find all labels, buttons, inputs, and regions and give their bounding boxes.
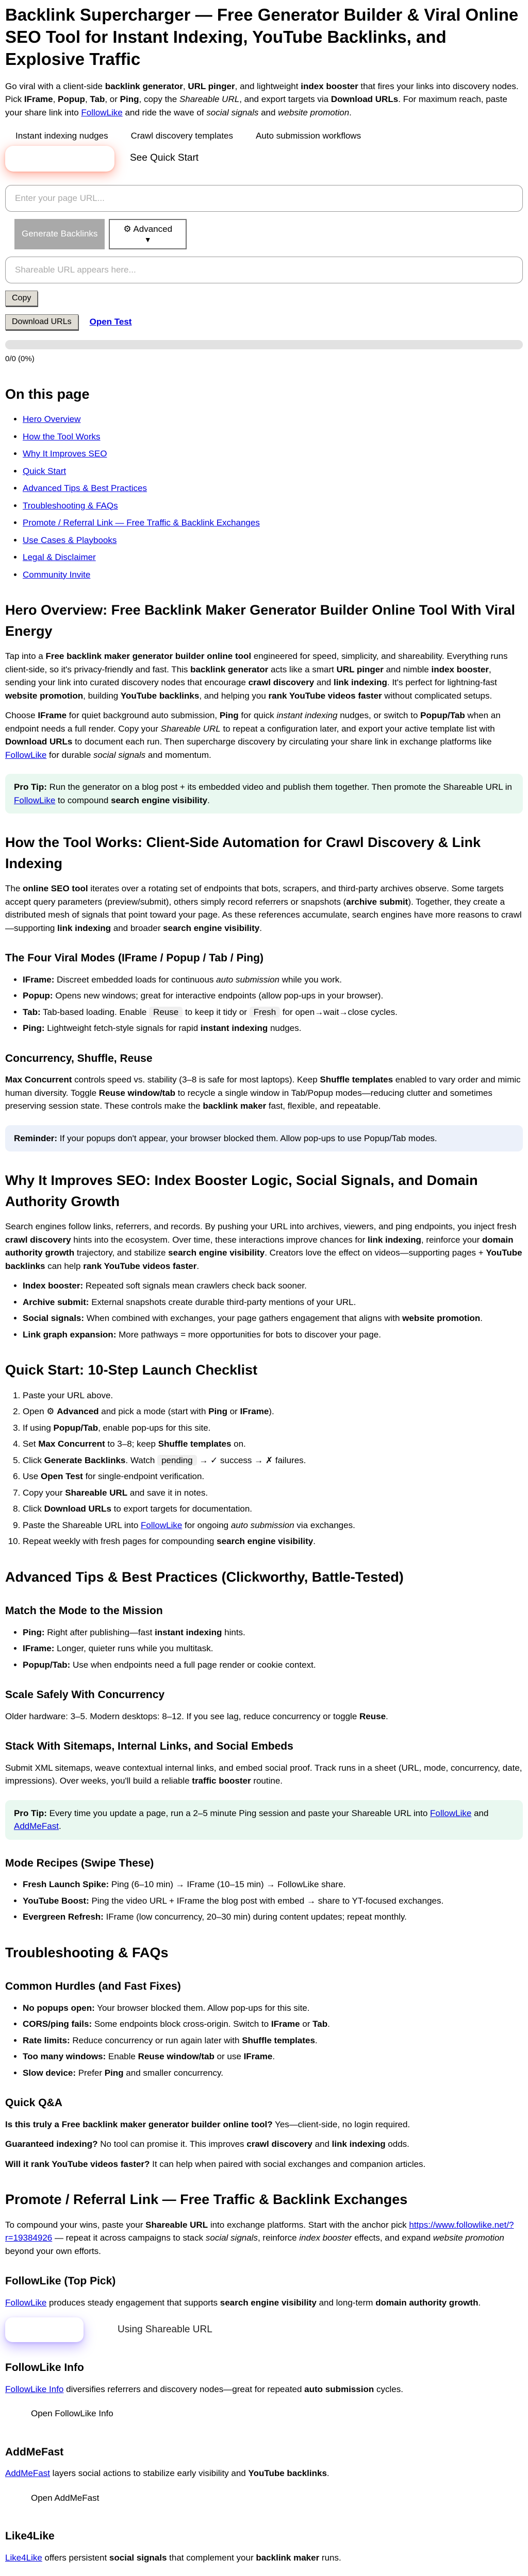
inline-text: backlink maker [203, 1101, 267, 1111]
list-item-too-many-windows: • Too many windows: Enable Reuse window/tab or use IFrame. [23, 2050, 523, 2063]
inline-link[interactable]: FollowLike [5, 2297, 47, 2308]
toc-link-advanced-tips[interactable]: Advanced Tips & Best Practices [23, 483, 147, 494]
toc-link-community[interactable]: Community Invite [23, 569, 91, 580]
generator-controls [14, 219, 523, 249]
inline-text: Archive submit: [23, 1297, 89, 1307]
advanced-tips-heading: Advanced Tips & Best Practices (Clickworthy, Battle-Tested) [5, 1569, 404, 1585]
inline-text: website promotion [402, 1313, 481, 1324]
like4like-heading: Like4Like [5, 2530, 55, 2543]
inline-link[interactable]: FollowLike [14, 795, 56, 805]
inline-text: website promotion [278, 107, 350, 117]
inline-text: Tab: [23, 1007, 41, 1017]
toc-list [5, 413, 523, 581]
inline-text: instant indexing [200, 1023, 268, 1033]
list-item-cors: • CORS/ping fails: Some endpoints block cross-origin. Switch to IFrame or Tab. [23, 2018, 523, 2031]
toc-item [23, 465, 523, 478]
inline-link[interactable]: FollowLike [141, 1520, 183, 1530]
inline-text: index booster [299, 2233, 352, 2243]
inline-text: YouTube backlinks [5, 1248, 522, 1271]
inline-text: Shuffle templates [158, 1439, 232, 1449]
inline-text: auto submission [304, 2384, 374, 2394]
inline-text: auto submission [230, 1520, 294, 1530]
scale-paragraph: Older hardware: 3–5. Modern desktops: 8–12. If you see lag, reduce concurrency or toggle Reuse. [5, 1711, 388, 1721]
advanced-toggle-button[interactable] [109, 219, 187, 249]
inline-text: Download URLs [331, 94, 399, 105]
match-mode-heading: Match the Mode to the Mission [5, 1605, 163, 1617]
inline-text: URL pinger [336, 664, 384, 674]
inline-text: rank YouTube videos faster [268, 690, 382, 701]
inline-text: Evergreen Refresh: [23, 1912, 104, 1922]
inline-link[interactable]: AddMeFast [14, 1821, 59, 1832]
list-item-popup: • Popup: Opens new windows; great for interactive endpoints (allow pop-ups in your browser). [23, 989, 523, 1003]
inline-text: IFrame: [23, 974, 55, 985]
inline-text: Will it rank YouTube videos faster? [5, 2159, 150, 2169]
inline-text: link indexing [333, 677, 387, 688]
how-it-works-heading: How the Tool Works: Client-Side Automation for Crawl Discovery & Link Indexing [5, 835, 481, 871]
inline-text: crawl discovery [5, 1234, 71, 1245]
inline-text: crawl discovery [246, 2139, 312, 2149]
inline-text: Fresh Launch Spike: [23, 1879, 109, 1890]
toc-item [23, 413, 523, 426]
list-item-slow-device: • Slow device: Prefer Ping and smaller concurrency. [23, 2066, 523, 2080]
inline-text: rank YouTube videos faster [83, 1261, 197, 1271]
intro-paragraph: Go viral with a client-side backlink generator, URL pinger, and lightweight index booster that fires your links into discovery nodes. Pick IFrame, Popup, Tab, or Ping, copy the Shareable URL, and export targets via Download URLs. For maximum reach, paste your share link into FollowLike and ride the wave of social signals and website promotion. [5, 81, 519, 117]
checklist-step: 1. Paste your URL above. [23, 1389, 523, 1402]
checklist-step: 4. Set Max Concurrent to 3–8; keep Shuffle templates on. [23, 1437, 523, 1451]
page-url-input[interactable] [5, 185, 523, 212]
checklist-step: 2. Open ⚙ Advanced and pick a mode (start with Ping or IFrame). [23, 1405, 523, 1418]
inline-text: Ping [208, 1406, 227, 1417]
inline-text: IFrame [24, 94, 53, 105]
copy-button[interactable]: Copy [5, 291, 38, 306]
inline-text: IFrame [38, 710, 67, 721]
checklist-step: 9. Paste the Shareable URL into FollowLike for ongoing auto submission via exchanges. [23, 1519, 523, 1532]
inline-link[interactable]: FollowLike Info [5, 2384, 64, 2394]
concurrency-paragraph: Max Concurrent controls speed vs. stability (3–8 is safe for most laptops). Keep Shuffle templates enabled to vary order and mimic human diversity. Toggle Reuse window/tab to recycle a single window in Tab/Popup modes—reducing clutter and sometimes preserving session state. These controls make the backlink maker fast, flexible, and repeatable. [5, 1075, 521, 1111]
inline-text: Too many windows: [23, 2052, 106, 2062]
toc-item [23, 482, 523, 495]
inline-text: Is this truly a Free backlink maker generator builder online tool? [5, 2119, 273, 2129]
generate-backlinks-button[interactable]: Generate Backlinks [14, 219, 105, 249]
pro-tip-box: Pro Tip: Every time you update a page, run a 2–5 minute Ping session and paste your Shareable URL into FollowLike and AddMeFast. [5, 1800, 523, 1840]
hero-overview-heading: Hero Overview: Free Backlink Maker Generator Builder Online Tool With Viral Energy [5, 602, 516, 639]
feature-chips [15, 129, 523, 143]
inline-text: Shuffle templates [320, 1075, 393, 1085]
checklist-step: 3. If using Popup/Tab, enable pop-ups for this site. [23, 1421, 523, 1435]
inline-text: YouTube backlinks [248, 2468, 327, 2479]
list-item-social-signals: • Social signals: When combined with exchanges, your page gathers engagement that aligns with website promotion. [23, 1312, 523, 1325]
inline-text: Max Concurrent [38, 1439, 105, 1449]
inline-text: Shareable URL [160, 723, 221, 734]
inline-text: URL pinger [188, 81, 235, 91]
inline-text: YouTube backlinks [120, 690, 200, 701]
page-title: Backlink Supercharger — Free Generator Builder & Viral Online SEO Tool for Instant Indexing, YouTube Backlinks, and Explosive Traffic [5, 5, 519, 69]
toc-link-quick-start[interactable]: Quick Start [23, 466, 67, 476]
copy-row [5, 291, 523, 306]
why-seo-heading: Why It Improves SEO: Index Booster Logic, Social Signals, and Domain Authority Growth [5, 1173, 478, 1209]
followlike-heading: FollowLike (Top Pick) [5, 2275, 116, 2287]
toc-link-use-cases[interactable]: Use Cases & Playbooks [23, 535, 117, 545]
hero-paragraph-1: Tap into a Free backlink maker generator builder online tool engineered for speed, simplicity, and shareability. Everything runs client-side, so it's privacy-friendly and fast. This backlink generator acts like a smart URL pinger and nimble index booster, sending your link into curated discovery nodes that encourage crawl discovery and link indexing. It's perfect for lightning-fast website promotion, building YouTube backlinks, and helping you rank YouTube videos faster without complicated setups. [5, 651, 508, 701]
inline-text: Generate Backlinks [44, 1455, 126, 1465]
inline-text: index booster [431, 664, 489, 674]
inline-link[interactable]: https://www.followlike.net/?r=19384926 [5, 2219, 514, 2243]
inline-text: Tab [90, 94, 105, 105]
see-quick-start-link[interactable]: See Quick Start [130, 152, 199, 164]
inline-text: Download URLs [5, 737, 73, 747]
inline-text: Popup [58, 94, 85, 105]
inline-text: YouTube Boost: [23, 1895, 89, 1906]
toc-link-how-the-tool-works[interactable]: How the Tool Works [23, 431, 101, 442]
inline-text: website promotion [433, 2233, 504, 2243]
open-like4like-link[interactable] [31, 2575, 523, 2576]
inline-text: Tab [312, 2019, 328, 2029]
inline-text: Reminder: [14, 1133, 58, 1143]
list-item-fresh-launch: • Fresh Launch Spike: Ping (6–10 min) → IFrame (10–15 min) → FollowLike share. [23, 1878, 523, 1891]
stack-heading: Stack With Sitemaps, Internal Links, and Social Embeds [5, 1740, 293, 1753]
hero-cta-button[interactable] [5, 146, 114, 172]
checklist-step: 10. Repeat weekly with fresh pages for compounding search engine visibility. [23, 1535, 523, 1548]
toc-item [23, 516, 523, 530]
inline-text: Ping [219, 710, 239, 721]
followlike-cta-row [5, 2317, 523, 2342]
advanced-label: ⚙ Advanced [123, 224, 173, 234]
inline-text: Popup/Tab [420, 710, 465, 721]
quick-qa-heading: Quick Q&A [5, 2097, 62, 2109]
inline-text: online SEO tool [23, 884, 88, 894]
addmefast-heading: AddMeFast [5, 2446, 64, 2458]
inline-text: Reuse [149, 1007, 183, 1018]
inline-text: IFrame [240, 1406, 269, 1417]
inline-text: domain authority growth [5, 1234, 514, 1258]
followlike-info-heading: FollowLike Info [5, 2362, 84, 2374]
list-item-ping-tip: • Ping: Right after publishing—fast instant indexing hints. [23, 1626, 523, 1639]
toc-title: On this page [5, 386, 90, 402]
quick-start-checklist [5, 1389, 523, 1548]
inline-text: Open Test [40, 1471, 83, 1482]
list-item-rate-limits: • Rate limits: Reduce concurrency or run again later with Shuffle templates. [23, 2034, 523, 2047]
progress-bar [5, 340, 523, 349]
chip-auto-submission: Auto submission workflows [256, 131, 361, 141]
inline-text: link indexing [332, 2139, 386, 2149]
inline-text: Shareable URL [145, 2219, 208, 2230]
list-item-evergreen-refresh: • Evergreen Refresh: IFrame (low concurrency, 20–30 min) during content updates; repeat monthly. [23, 1910, 523, 1924]
concurrency-heading: Concurrency, Shuffle, Reuse [5, 1052, 153, 1064]
inline-text: Shareable URL [179, 94, 240, 105]
inline-text: index booster [301, 81, 358, 91]
checklist-step: 6. Use Open Test for single-endpoint verification. [23, 1470, 523, 1483]
open-followlike-info-link[interactable]: Open FollowLike Info [31, 2409, 113, 2419]
why-seo-paragraph: Search engines follow links, referrers, and records. By pushing your URL into archives, viewers, and ping endpoints, you inject fresh crawl discovery hints into the ecosystem. Over time, these interactions improve chances for link indexing, reinforce your domain authority growth trajectory, and stabilize search engine visibility. Creators love the effect on videos—supporting pages + YouTube backlinks can help rank YouTube videos faster. [5, 1222, 522, 1271]
inline-text: social signals [206, 107, 259, 117]
toc-link-promote-referral[interactable]: Promote / Referral Link — Free Traffic & Backlink Exchanges [23, 518, 260, 528]
toc-link-troubleshooting[interactable]: Troubleshooting & FAQs [23, 500, 118, 511]
inline-text: instant indexing [276, 710, 338, 721]
mode-recipes-list [5, 1878, 523, 1924]
inline-link[interactable]: FollowLike [430, 1808, 472, 1818]
inline-text: Link graph expansion: [23, 1329, 117, 1340]
inline-text: search engine visibility [168, 1248, 265, 1258]
inline-text: Ping: [23, 1023, 45, 1033]
inline-text: Popup/Tab [53, 1422, 98, 1433]
troubleshooting-heading: Troubleshooting & FAQs [5, 1944, 169, 1960]
download-row [5, 314, 523, 330]
like4like-paragraph: Like4Like offers persistent social signals that complement your backlink maker runs. [5, 2552, 341, 2563]
why-seo-list [5, 1279, 523, 1341]
list-item-iframe-tip: • IFrame: Longer, quieter runs while you multitask. [23, 1642, 523, 1655]
list-item-tab: • Tab: Tab-based loading. Enable Reuse to keep it tidy or Fresh for open→wait→close cycles. [23, 1006, 523, 1019]
inline-text: Shareable URL [65, 1487, 128, 1498]
inline-text: instant indexing [155, 1627, 222, 1637]
toc-link-why-it-improves-seo[interactable]: Why It Improves SEO [23, 449, 107, 459]
inline-text: Advanced [57, 1406, 99, 1417]
inline-text: Index booster: [23, 1281, 84, 1291]
toc-item [23, 534, 523, 547]
inline-text: CORS/ping fails: [23, 2019, 92, 2029]
inline-text: website promotion [5, 690, 84, 701]
inline-text: No popups open: [23, 2003, 95, 2013]
hero-cta-row [5, 146, 523, 172]
inline-text: search engine visibility [163, 923, 260, 933]
chip-instant-indexing: Instant indexing nudges [15, 131, 108, 141]
inline-link[interactable]: FollowLike [81, 107, 123, 117]
addmefast-paragraph: AddMeFast layers social actions to stabilize early visibility and YouTube backlinks. [5, 2468, 329, 2479]
viral-modes-list [5, 973, 523, 1035]
toc-item [23, 447, 523, 461]
how-it-works-paragraph: The online SEO tool iterates over a rotating set of endpoints that bots, scrapers, and third-party archives observe. Some targets accept query parameters (preview/submit), others simply record referrers or snapshots (archive submit). Together, they create a distributed mesh of signals that point toward your page. As these references accumulate, search engines have more reasons to crawl—supporting link indexing and broader search engine visibility. [5, 884, 522, 933]
shareable-url-output[interactable] [5, 257, 523, 283]
inline-text: Reuse window/tab [98, 1088, 176, 1098]
toc-link-legal[interactable]: Legal & Disclaimer [23, 552, 96, 563]
inline-text: IFrame [243, 2052, 273, 2062]
inline-text: search engine visibility [217, 1536, 314, 1547]
inline-text: traffic booster [192, 1776, 251, 1786]
inline-text: domain authority growth [375, 2297, 478, 2308]
stack-paragraph: Submit XML sitemaps, weave contextual internal links, and embed social proof. Track runs in a sheet (URL, mode, concurrency, date, impressions). Over weeks, you'll build a reliable traffic booster routine. [5, 1762, 522, 1786]
inline-text: Shuffle templates [242, 2035, 315, 2045]
inline-text: Social signals: [23, 1313, 85, 1324]
inline-text: social signals [205, 2233, 258, 2243]
inline-text: auto submission [216, 974, 280, 985]
common-hurdles-list [5, 2002, 523, 2080]
download-urls-button[interactable]: Download URLs [5, 314, 78, 330]
pro-tip-box: Pro Tip: Run the generator on a blog post + its embedded video and publish them together. Then promote the Shareable URL in FollowLike to compound search engine visibility. [5, 774, 523, 814]
list-item-ping: • Ping: Lightweight fetch-style signals for rapid instant indexing nudges. [23, 1022, 523, 1035]
followlike-cta-button[interactable] [5, 2317, 84, 2342]
inline-text: Guaranteed indexing? [5, 2139, 98, 2149]
inline-text: Pro Tip: [14, 782, 47, 792]
inline-text: Download URLs [44, 1504, 111, 1514]
inline-link[interactable]: FollowLike [5, 750, 47, 760]
open-test-link[interactable]: Open Test [89, 317, 132, 327]
inline-text: Reuse [359, 1711, 386, 1721]
quick-start-heading: Quick Start: 10-Step Launch Checklist [5, 1362, 258, 1378]
inline-text: Ping [104, 2067, 124, 2078]
match-mode-list [5, 1626, 523, 1672]
followlike-paragraph: FollowLike produces steady engagement that supports search engine visibility and long-term domain authority growth. [5, 2297, 481, 2308]
inline-text: search engine visibility [111, 795, 208, 805]
inline-text: Free backlink maker generator builder online tool [45, 651, 252, 662]
inline-text: link indexing [57, 923, 111, 933]
progress-counter: 0/0 (0%) [5, 354, 35, 364]
inline-text: Ping [120, 94, 139, 105]
inline-text: crawl discovery [248, 677, 315, 688]
followlike-info-paragraph: FollowLike Info diversifies referrers and discovery nodes—great for repeated auto submission cycles. [5, 2384, 403, 2394]
inline-text: Rate limits: [23, 2035, 70, 2045]
toc-link-hero-overview[interactable]: Hero Overview [23, 414, 81, 425]
inline-text: Slow device: [23, 2067, 76, 2078]
inline-text: backlink generator [105, 81, 183, 91]
qa-item: Is this truly a Free backlink maker generator builder online tool? Yes—client-side, no login required. [5, 2119, 410, 2129]
toc-item [23, 551, 523, 564]
scale-heading: Scale Safely With Concurrency [5, 1689, 165, 1701]
inline-text: archive submit [346, 896, 408, 907]
checklist-step: 7. Copy your Shareable URL and save it in notes. [23, 1486, 523, 1500]
list-item-archive-submit: • Archive submit: External snapshots create durable third-party mentions of your URL. [23, 1296, 523, 1309]
inline-text: backlink generator [190, 664, 269, 674]
inline-text: Max Concurrent [5, 1075, 72, 1085]
inline-link[interactable]: Like4Like [5, 2552, 42, 2563]
chip-crawl-discovery: Crawl discovery templates [130, 131, 233, 141]
inline-text: Popup: [23, 991, 53, 1001]
list-item-no-popups: • No popups open: Your browser blocked them. Allow pop-ups for this site. [23, 2002, 523, 2015]
toc-item [23, 568, 523, 582]
inline-text: backlink maker [256, 2552, 320, 2563]
inline-text: search engine visibility [220, 2297, 317, 2308]
inline-text: IFrame: [23, 1643, 55, 1654]
list-item-iframe: • IFrame: Discreet embedded loads for continuous auto submission while you work. [23, 973, 523, 987]
inline-text: Ping: [23, 1627, 45, 1637]
inline-text: social signals [109, 2552, 167, 2563]
promote-paragraph: To compound your wins, paste your Shareable URL into exchange platforms. Start with the anchor pick https://www.followlike.net/?r=19384926 — repeat it across campaigns to stack social signals, reinforce index booster effects, and expand website promotion beyond your own efforts. [5, 2219, 514, 2256]
viral-modes-heading: The Four Viral Modes (IFrame / Popup / Tab / Ping) [5, 952, 263, 964]
inline-text: Popup/Tab: [23, 1659, 71, 1670]
mode-recipes-heading: Mode Recipes (Swipe These) [5, 1857, 154, 1869]
checklist-step: 5. Click Generate Backlinks. Watch pending → ✓ success → ✗ failures. [23, 1454, 523, 1467]
list-item-youtube-boost: • YouTube Boost: Ping the video URL + IFrame the blog post with embed → share to YT-focused exchanges. [23, 1894, 523, 1908]
toc-item [23, 430, 523, 444]
inline-text: Fresh [250, 1007, 280, 1018]
promote-heading: Promote / Referral Link — Free Traffic & Backlink Exchanges [5, 2192, 408, 2208]
hero-paragraph-2: Choose IFrame for quiet background auto submission, Ping for quick instant indexing nudges, or switch to Popup/Tab when an endpoint needs a full render. Copy your Shareable URL to repeat a configuration later, and export your active template list with Download URLs to document each run. Then supercharge discovery by circulating your share link in exchange platforms like FollowLike for durable social signals and momentum. [5, 710, 501, 760]
inline-link[interactable]: AddMeFast [5, 2468, 50, 2479]
list-item-link-graph: • Link graph expansion: More pathways = more opportunities for bots to discover your page. [23, 1328, 523, 1342]
common-hurdles-heading: Common Hurdles (and Fast Fixes) [5, 1980, 181, 1993]
toc-item [23, 499, 523, 513]
followlike-caption: Using Shareable URL [118, 2324, 212, 2335]
list-item-index-booster: • Index booster: Repeated soft signals mean crawlers check back sooner. [23, 1279, 523, 1293]
inline-text: social signals [93, 750, 146, 760]
checklist-step: 8. Click Download URLs to export targets for documentation. [23, 1502, 523, 1516]
inline-text: Pro Tip: [14, 1808, 47, 1818]
chevron-down-icon: ▼ [144, 235, 152, 244]
open-addmefast-link[interactable]: Open AddMeFast [31, 2493, 100, 2503]
qa-item: Will it rank YouTube videos faster? It can help when paired with social exchanges and companion articles. [5, 2159, 426, 2169]
inline-text: Reuse window/tab [138, 2052, 214, 2062]
qa-item: Guaranteed indexing? No tool can promise it. This improves crawl discovery and link indexing odds. [5, 2139, 409, 2149]
list-item-popup-tab-tip: • Popup/Tab: Use when endpoints need a full page render or cookie context. [23, 1658, 523, 1672]
inline-text: IFrame [271, 2019, 300, 2029]
reminder-box: Reminder: If your popups don't appear, your browser blocked them. Allow pop-ups to use Popup/Tab modes. [5, 1125, 523, 1152]
inline-text: pending [157, 1455, 197, 1466]
inline-text: link indexing [368, 1234, 421, 1245]
